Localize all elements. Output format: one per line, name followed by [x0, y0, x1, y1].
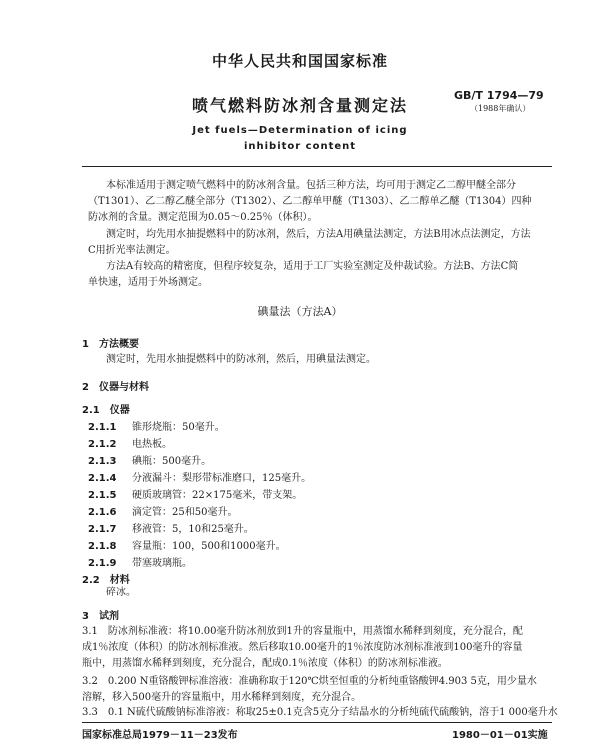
- item-number: 2.1.6: [88, 507, 117, 518]
- item-text: 滴定管：25和50毫升。: [132, 507, 238, 518]
- item-text: 容量瓶：100，500和1000毫升。: [132, 541, 286, 552]
- item-number: 2.1.9: [88, 558, 117, 569]
- apparatus-item: [88, 435, 172, 450]
- english-title-line2: inhibitor content: [243, 141, 357, 152]
- document-title: 喷气燃料防冰剂含量测定法: [191, 96, 408, 115]
- apparatus-item: [88, 486, 302, 501]
- item-text: 电热板。: [132, 439, 172, 450]
- item-number: 2.1.8: [88, 541, 117, 552]
- item-number: 2.1.3: [88, 456, 117, 467]
- item-text: 锥形烧瓶：50毫升。: [132, 422, 225, 433]
- apparatus-item: [88, 469, 311, 484]
- section-1-text: 测定时，先用水抽提燃料中的防冰剂，然后，用碘量法测定。: [106, 354, 376, 365]
- item-number: 2.1.1: [88, 422, 117, 433]
- section-2-1-heading: 2.1 仪器: [82, 405, 130, 416]
- apparatus-item: [88, 452, 211, 467]
- item-text: 带塞玻璃瓶。: [132, 558, 192, 569]
- section-2-2-heading: 2.2 材料: [82, 575, 130, 586]
- item-number: 2.1.2: [88, 439, 117, 450]
- reagent-3-1-line: 瓶中，用蒸馏水稀释到刻度，充分混合，配成0.1％浓度（体积）的防冰剂标准液。: [82, 658, 448, 669]
- intro-line: （T1301）、乙二醇乙醚全部分（T1302）、乙二醇单甲醚（T1303）、乙二醇单乙醚（T1304）四种: [88, 196, 532, 207]
- apparatus-item: [88, 554, 192, 569]
- item-number: 2.1.7: [88, 524, 117, 535]
- section-2-heading: 2 仪器与材料: [82, 382, 149, 393]
- item-text: 分液漏斗：梨形带标准磨口，125毫升。: [132, 473, 312, 484]
- top-rule: [82, 166, 552, 167]
- apparatus-item: [88, 537, 286, 552]
- intro-line: 单快速，适用于外场测定。: [88, 277, 208, 288]
- intro-line: 防冰剂的含量。测定范围为0.05～0.25％（体积）。: [88, 212, 318, 223]
- reagent-3-2-line: 3.2 0.200 N重铬酸钾标准溶液：准确称取于120℃烘至恒重的分析纯重铬酸钾4.903 5克，用少量水: [82, 676, 537, 687]
- standard-number: GB/T 1794—79: [454, 89, 544, 102]
- national-standard-title: 中华人民共和国国家标准: [211, 52, 388, 70]
- reagent-3-2-line: 溶解，移入500毫升的容量瓶中，用水稀释到刻度，充分混合。: [82, 692, 362, 703]
- reagent-3-3-line: 3.3 0.1 N硫代硫酸钠标准溶液：称取25±0.1克含5克分子结晶水的分析纯硫代硫酸钠，溶于1 000毫升水: [82, 707, 558, 718]
- intro-line: 本标准适用于测定喷气燃料中的防冰剂含量。包括三种方法，均可用于测定乙二醇甲醚全部分: [106, 180, 516, 191]
- english-title-line1: Jet fuels—Determination of icing: [192, 125, 408, 136]
- intro-line: 测定时，均先用水抽提燃料中的防冰剂，然后，方法A用碘量法测定，方法B用冰点法测定，方法: [106, 229, 531, 240]
- effective-date: 1980－01－01实施: [452, 730, 548, 741]
- apparatus-item: [88, 418, 225, 433]
- intro-line: C用折光率法测定。: [88, 245, 176, 256]
- apparatus-item: [88, 520, 254, 535]
- section-3-heading: 3 试剂: [82, 611, 119, 622]
- intro-line: 方法A有较高的精密度，但程序较复杂，适用于工厂实验室测定及仲裁试验。方法B、方法C简: [106, 261, 519, 272]
- reagent-3-1-line: 成1％浓度（体积）的防冰剂标准液。然后移取10.00毫升的1％浓度防冰剂标准液到100毫升的容量: [82, 642, 523, 653]
- apparatus-item: [88, 503, 237, 518]
- item-number: 2.1.4: [88, 473, 117, 484]
- section-1-heading: 1 方法概要: [82, 339, 139, 350]
- item-text: 碘瓶：500毫升。: [132, 456, 212, 467]
- method-a-title: 碘量法（方法A）: [257, 305, 343, 318]
- footer-rule: [82, 722, 552, 723]
- item-text: 硬质玻璃管：22×175毫米，带支架。: [132, 490, 303, 501]
- item-number: 2.1.5: [88, 490, 117, 501]
- issue-date: 国家标准总局1979－11－23发布: [82, 730, 238, 741]
- section-2-2-text: 碎冰。: [106, 587, 136, 598]
- reagent-3-1-line: 3.1 防冰剂标准液：将10.00毫升防冰剂放到1升的容量瓶中，用蒸馏水稀释到刻度，充分混合，配: [82, 626, 523, 637]
- item-text: 移液管：5，10和25毫升。: [132, 524, 254, 535]
- confirmation-note: （1988年确认）: [470, 104, 531, 113]
